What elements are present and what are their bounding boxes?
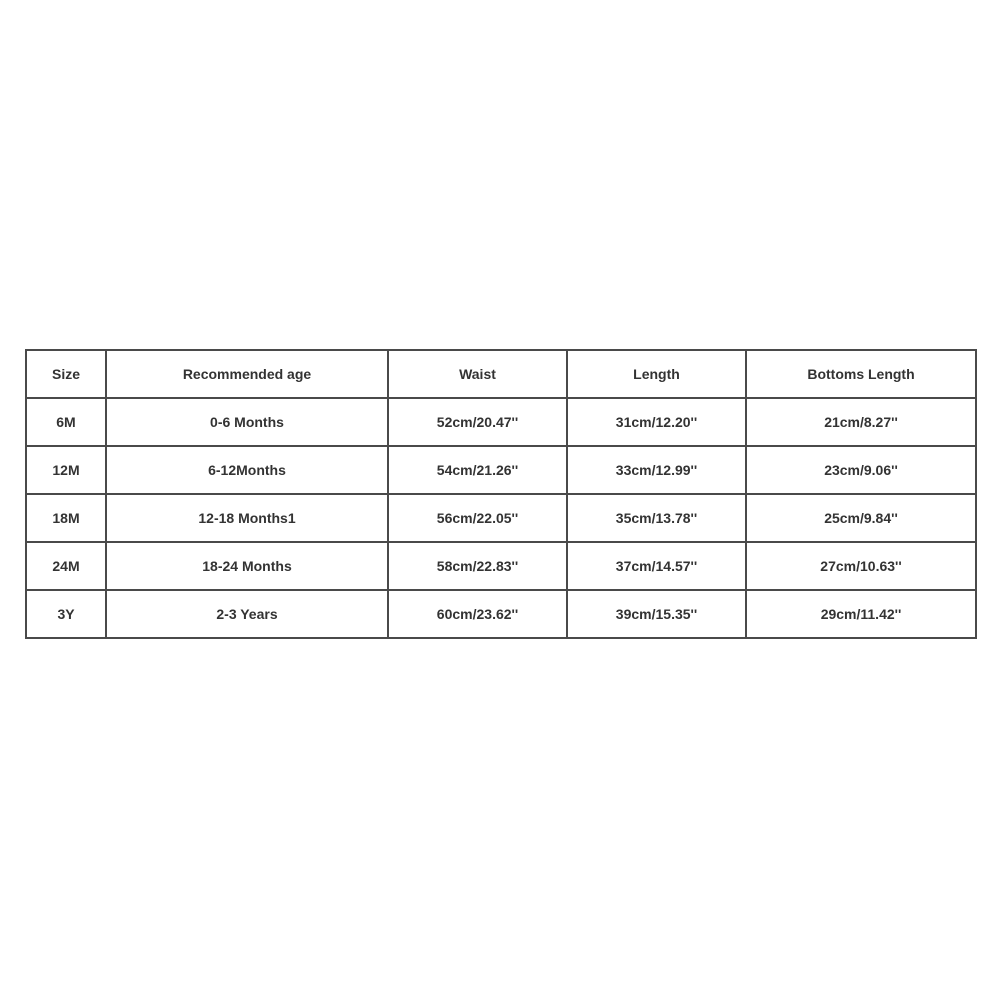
header-waist: Waist bbox=[388, 350, 567, 398]
size-chart-table bbox=[25, 349, 977, 639]
cell-size: 3Y bbox=[26, 590, 106, 638]
table-row bbox=[26, 494, 976, 542]
table-row bbox=[26, 398, 976, 446]
table-row bbox=[26, 590, 976, 638]
cell-waist: 54cm/21.26'' bbox=[388, 446, 567, 494]
cell-bottoms-length: 27cm/10.63'' bbox=[746, 542, 976, 590]
cell-waist: 60cm/23.62'' bbox=[388, 590, 567, 638]
cell-size: 18M bbox=[26, 494, 106, 542]
table-row bbox=[26, 446, 976, 494]
cell-length: 31cm/12.20'' bbox=[567, 398, 746, 446]
cell-waist: 52cm/20.47'' bbox=[388, 398, 567, 446]
cell-size: 6M bbox=[26, 398, 106, 446]
cell-recommended-age: 12-18 Months1 bbox=[106, 494, 388, 542]
cell-length: 37cm/14.57'' bbox=[567, 542, 746, 590]
header-length: Length bbox=[567, 350, 746, 398]
header-recommended-age: Recommended age bbox=[106, 350, 388, 398]
cell-waist: 56cm/22.05'' bbox=[388, 494, 567, 542]
cell-length: 39cm/15.35'' bbox=[567, 590, 746, 638]
cell-recommended-age: 2-3 Years bbox=[106, 590, 388, 638]
cell-length: 35cm/13.78'' bbox=[567, 494, 746, 542]
cell-bottoms-length: 23cm/9.06'' bbox=[746, 446, 976, 494]
cell-bottoms-length: 29cm/11.42'' bbox=[746, 590, 976, 638]
cell-bottoms-length: 25cm/9.84'' bbox=[746, 494, 976, 542]
cell-recommended-age: 6-12Months bbox=[106, 446, 388, 494]
cell-waist: 58cm/22.83'' bbox=[388, 542, 567, 590]
cell-recommended-age: 18-24 Months bbox=[106, 542, 388, 590]
cell-length: 33cm/12.99'' bbox=[567, 446, 746, 494]
header-size: Size bbox=[26, 350, 106, 398]
cell-bottoms-length: 21cm/8.27'' bbox=[746, 398, 976, 446]
table-row bbox=[26, 542, 976, 590]
header-row bbox=[26, 350, 976, 398]
cell-size: 12M bbox=[26, 446, 106, 494]
cell-size: 24M bbox=[26, 542, 106, 590]
header-bottoms-length: Bottoms Length bbox=[746, 350, 976, 398]
cell-recommended-age: 0-6 Months bbox=[106, 398, 388, 446]
